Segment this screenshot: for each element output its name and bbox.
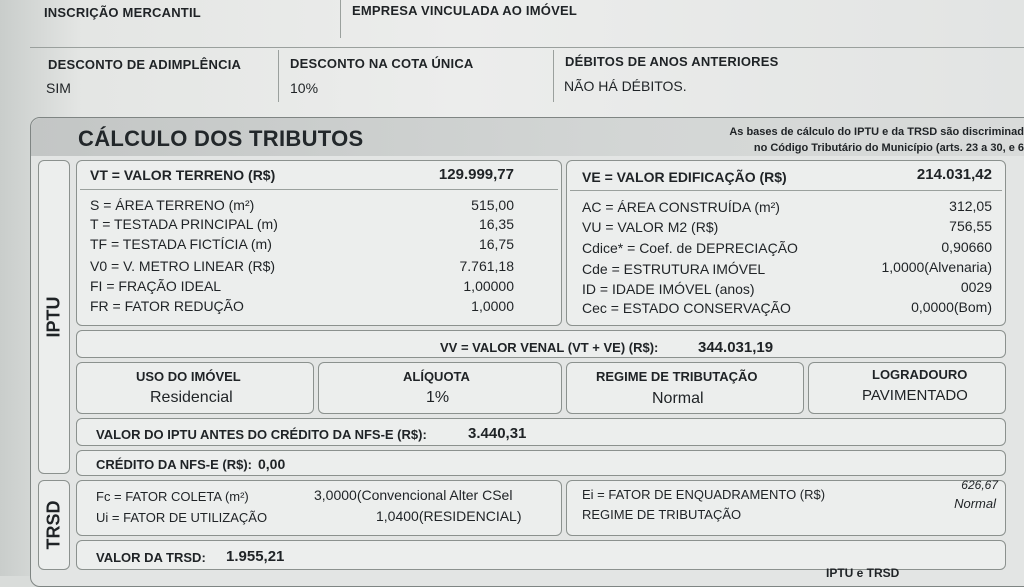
iptu-side-label xyxy=(38,160,70,474)
vv-label: VV = VALOR VENAL (VT + VE) (R$): xyxy=(440,340,659,355)
ve-label: VE = VALOR EDIFICAÇÃO (R$) xyxy=(582,169,787,185)
header-divider xyxy=(340,0,341,38)
edificacao-row-label: AC = ÁREA CONSTRUÍDA (m²) xyxy=(582,199,780,215)
edificacao-divider xyxy=(570,190,1002,191)
terreno-row-value: 7.761,18 xyxy=(459,258,514,274)
logradouro-label: LOGRADOURO xyxy=(872,367,968,382)
valor-trsd-label: VALOR DA TRSD: xyxy=(96,550,206,565)
empresa-label: EMPRESA VINCULADA AO IMÓVEL xyxy=(352,3,577,18)
edificacao-row-value: 0,90660 xyxy=(941,239,992,255)
debitos-label: DÉBITOS DE ANOS ANTERIORES xyxy=(565,54,779,69)
credito-label: CRÉDITO DA NFS-E (R$): xyxy=(96,457,252,472)
ei-value: 626,67 xyxy=(961,478,998,492)
calculo-title: CÁLCULO DOS TRIBUTOS xyxy=(78,126,364,151)
header-divider xyxy=(553,50,554,102)
terreno-row-label: V0 = V. METRO LINEAR (R$) xyxy=(90,258,276,274)
terreno-row-label: T = TESTADA PRINCIPAL (m) xyxy=(90,216,278,232)
terreno-row-label: FR = FATOR REDUÇÃO xyxy=(90,298,244,314)
inscricao-label: INSCRIÇÃO MERCANTIL xyxy=(44,5,201,20)
terreno-row-value: 16,35 xyxy=(478,216,514,232)
calculo-note xyxy=(600,124,1024,156)
header-rule xyxy=(30,47,1024,48)
calculo-note-line2: no Código Tributário do Município (arts. 23 a 30, e 6 xyxy=(753,142,1024,154)
edificacao-row-value: 1,0000(Alvenaria) xyxy=(881,259,992,275)
edificacao-row-value: 0029 xyxy=(960,279,992,295)
edificacao-row-value: 312,05 xyxy=(949,198,992,214)
fc-label: Fc = FATOR COLETA (m²) xyxy=(96,489,249,504)
iptu-side-text: IPTU xyxy=(43,296,64,338)
aliquota-label: ALÍQUOTA xyxy=(403,369,470,384)
terreno-row-value: 16,75 xyxy=(478,236,514,252)
edificacao-row-label: Cdice* = Coef. de DEPRECIAÇÃO xyxy=(582,240,798,256)
edificacao-row-label: ID = IDADE IMÓVEL (anos) xyxy=(582,281,755,297)
desconto-adimplencia-label: DESCONTO DE ADIMPLÊNCIA xyxy=(48,57,242,72)
desconto-adimplencia-value: SIM xyxy=(46,80,71,96)
ui-value: 1,0400(RESIDENCIAL) xyxy=(376,508,522,524)
uso-label: USO DO IMÓVEL xyxy=(136,369,241,384)
trsd-regime-label: REGIME DE TRIBUTAÇÃO xyxy=(582,507,742,522)
edificacao-row-value: 0,0000(Bom) xyxy=(911,299,992,315)
debitos-value: NÃO HÁ DÉBITOS. xyxy=(564,78,687,94)
ei-label: Ei = FATOR DE ENQUADRAMENTO (R$) xyxy=(582,487,826,502)
valor-trsd-value: 1.955,21 xyxy=(226,548,285,565)
terreno-row-label: TF = TESTADA FICTÍCIA (m) xyxy=(90,236,272,252)
uso-value: Residencial xyxy=(150,389,233,406)
ve-value: 214.031,42 xyxy=(916,166,992,183)
terreno-row-value: 515,00 xyxy=(471,197,514,213)
edificacao-row-value: 756,55 xyxy=(949,218,992,234)
edificacao-row-label: VU = VALOR M2 (R$) xyxy=(582,219,719,235)
trsd-regime-value: Normal xyxy=(954,496,996,511)
valor-iptu-label: VALOR DO IPTU ANTES DO CRÉDITO DA NFS-E (R$): xyxy=(96,427,427,442)
logradouro-value: PAVIMENTADO xyxy=(862,387,968,404)
footer-partial-label: IPTU e TRSD xyxy=(826,566,900,580)
desconto-cota-label: DESCONTO NA COTA ÚNICA xyxy=(290,56,474,71)
trsd-side-text: TRSD xyxy=(43,500,64,550)
desconto-cota-value: 10% xyxy=(290,80,319,96)
trsd-side-label xyxy=(38,480,70,570)
aliquota-value: 1% xyxy=(426,389,450,406)
regime-value: Normal xyxy=(652,390,704,407)
vt-value: 129.999,77 xyxy=(438,166,514,183)
edificacao-row-label: Cde = ESTRUTURA IMÓVEL xyxy=(582,261,766,277)
vv-value: 344.031,19 xyxy=(698,339,774,356)
header-divider xyxy=(278,50,279,102)
terreno-row-label: FI = FRAÇÃO IDEAL xyxy=(90,278,222,294)
ui-label: Ui = FATOR DE UTILIZAÇÃO xyxy=(96,510,268,525)
edificacao-row-label: Cec = ESTADO CONSERVAÇÃO xyxy=(582,300,791,316)
terreno-divider xyxy=(80,189,558,190)
credito-value: 0,00 xyxy=(258,456,286,472)
fc-value: 3,0000(Convencional Alter CSel xyxy=(314,487,513,503)
valor-iptu-value: 3.440,31 xyxy=(468,425,527,442)
terreno-row-label: S = ÁREA TERRENO (m²) xyxy=(90,197,255,213)
vt-label: VT = VALOR TERRENO (R$) xyxy=(90,167,276,183)
calculo-note-line1: As bases de cálculo do IPTU e da TRSD são discriminad xyxy=(729,126,1024,138)
regime-label: REGIME DE TRIBUTAÇÃO xyxy=(596,369,758,384)
terreno-row-value: 1,00000 xyxy=(463,278,514,294)
terreno-row-value: 1,0000 xyxy=(471,298,514,314)
